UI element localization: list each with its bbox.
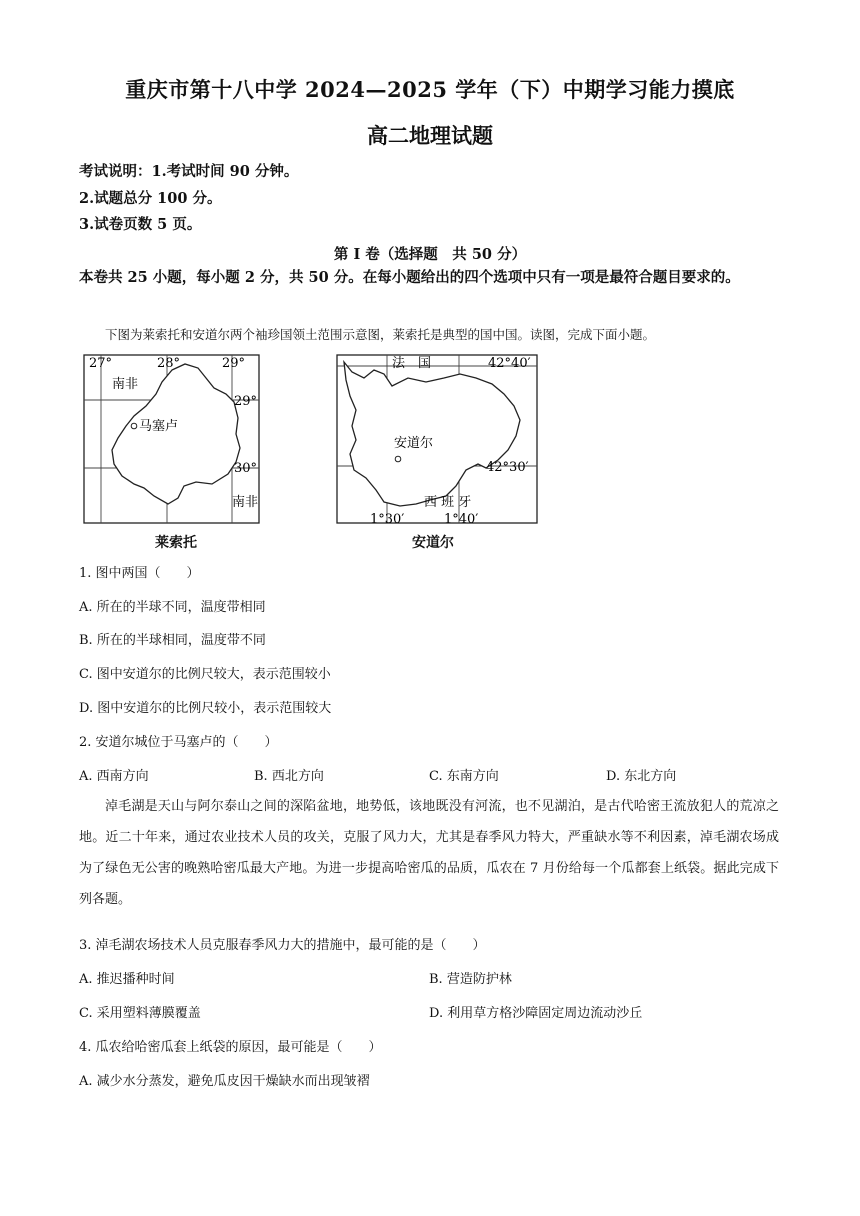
q2-option-d: D. 东北方向: [606, 769, 677, 784]
q3-option-c: C. 采用塑料薄膜覆盖: [79, 1006, 201, 1021]
q3-option-d: D. 利用草方格沙障固定周边流动沙丘: [429, 1006, 643, 1021]
q1-option-d: D. 图中安道尔的比例尺较小，表示范围较大: [79, 701, 332, 716]
lesotho-lat-30: 30°: [234, 461, 258, 476]
lesotho-city: 马塞卢: [139, 419, 179, 434]
lesotho-region-top: 南非: [112, 377, 139, 392]
lesotho-lon-27: 27°: [89, 356, 113, 371]
q3-option-b: B. 营造防护林: [429, 972, 512, 987]
section-instructions: 本卷共 25 小题，每小题 2 分，共 50 分。在每小题给出的四个选项中只有一项是最符合题目要求的。: [79, 269, 740, 286]
maps-figure: [0, 348, 860, 562]
exam-title: 重庆市第十八中学 2024—2025 学年（下）中期学习能力摸底: [125, 77, 735, 102]
lesotho-region-bottom: 南非: [232, 495, 259, 510]
andorra-lat-4240: 42°40′: [488, 356, 531, 371]
andorra-region-top: 法 国: [392, 356, 432, 371]
q1-stem: 1. 图中两国（ ）: [79, 566, 200, 581]
andorra-region-bottom: 西 班 牙: [424, 495, 472, 510]
q1-option-a: A. 所在的半球不同，温度带相同: [79, 600, 266, 615]
q4-stem: 4. 瓜农给哈密瓜套上纸袋的原因，最可能是（ ）: [79, 1040, 382, 1055]
exam-note-time: 考试说明：1.考试时间 90 分钟。: [79, 163, 299, 180]
andorra-map: [337, 355, 537, 527]
q2-option-b: B. 西北方向: [254, 769, 324, 784]
maps-svg: [0, 348, 860, 558]
q4-option-a: A. 减少水分蒸发，避免瓜皮因干燥缺水而出现皱褶: [79, 1074, 370, 1089]
section-title: 第 I 卷（选择题 共 50 分）: [333, 246, 527, 263]
lesotho-map: [84, 355, 259, 523]
passage-1: 下图为莱索托和安道尔两个袖珍国领土范围示意图，莱索托是典型的国中国。读图，完成下面小题。: [105, 327, 656, 342]
q3-option-a: A. 推迟播种时间: [79, 972, 175, 987]
andorra-lon-130: 1°30′: [370, 512, 405, 527]
q2-stem: 2. 安道尔城位于马塞卢的（ ）: [79, 735, 278, 750]
exam-note-score: 2.试题总分 100 分。: [79, 190, 222, 207]
exam-subtitle: 高二地理试题: [367, 123, 493, 148]
q3-stem: 3. 淖毛湖农场技术人员克服春季风力大的措施中，最可能的是（ ）: [79, 938, 486, 953]
andorra-caption: 安道尔: [412, 535, 454, 551]
lesotho-caption: 莱索托: [155, 535, 197, 551]
andorra-lat-4230: 42°30′: [486, 460, 529, 475]
exam-note-pages: 3.试卷页数 5 页。: [79, 216, 202, 233]
q1-option-c: C. 图中安道尔的比例尺较大，表示范围较小: [79, 667, 331, 682]
lesotho-lon-29: 29°: [222, 356, 246, 371]
lesotho-lat-29: 29°: [234, 394, 258, 409]
passage-2: 淖毛湖是天山与阿尔泰山之间的深陷盆地，地势低，该地既没有河流，也不见湖泊，是古代哈密王流放犯人的荒凉之地。近二十年来，通过农业技术人员的攻关，克服了风力大，尤其是春季风力特大，严重缺水等不利因素，淖毛湖农场成为了绿色无公害的晚熟哈密瓜最大产地。为进一步提高哈密瓜的品质，瓜农在 7 月份给每一个瓜都套上纸袋。据此完成下列各题。: [79, 799, 779, 907]
q1-option-b: B. 所在的半球相同，温度带不同: [79, 633, 266, 648]
q2-option-c: C. 东南方向: [429, 769, 499, 784]
lesotho-lon-28: 28°: [157, 356, 181, 371]
andorra-lon-140: 1°40′: [444, 512, 479, 527]
andorra-city: 安道尔: [394, 436, 434, 451]
q2-option-a: A. 西南方向: [79, 769, 149, 784]
andorra-border: [344, 362, 520, 506]
